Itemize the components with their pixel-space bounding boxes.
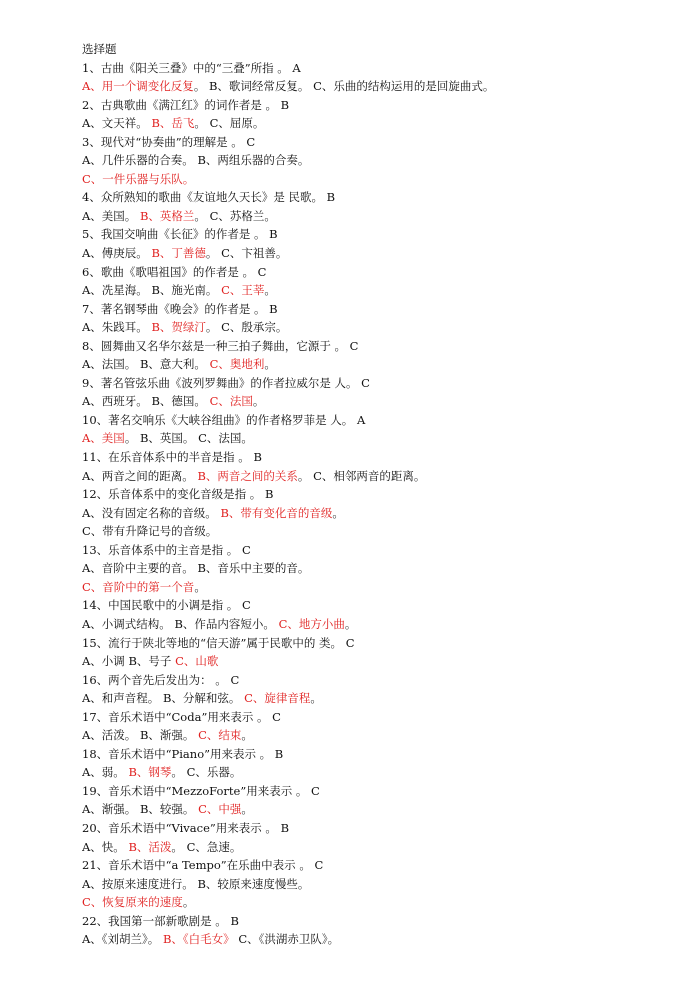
line-text: A、和声音程。 B、分解和弦。 bbox=[82, 691, 245, 706]
text-line bbox=[82, 819, 682, 838]
line-text: A、小调 B、号子 bbox=[82, 654, 176, 669]
line-text: 。 C、苏格兰。 bbox=[194, 208, 276, 223]
text-line bbox=[82, 77, 682, 96]
text-line bbox=[82, 170, 682, 189]
text-line bbox=[82, 522, 682, 541]
line-text: 12、乐音体系中的变化音级是指 。 B bbox=[82, 487, 274, 502]
text-line bbox=[82, 912, 682, 931]
line-text: A、冼星海。 B、施光南。 bbox=[82, 283, 222, 298]
question-sheet bbox=[82, 40, 682, 949]
text-line bbox=[82, 541, 682, 560]
line-text: A、美国。 bbox=[82, 208, 140, 223]
line-text: 。 bbox=[264, 283, 276, 298]
line-text: C、《洪湖赤卫队》。 bbox=[234, 932, 340, 947]
line-text: 。 B、英国。 C、法国。 bbox=[124, 431, 253, 446]
answer-text: B、英格兰 bbox=[139, 208, 195, 223]
line-text: 。 bbox=[252, 394, 265, 409]
text-line bbox=[82, 559, 682, 578]
answer-text: C、结束 bbox=[198, 728, 242, 743]
text-line bbox=[82, 930, 682, 949]
text-line bbox=[82, 856, 682, 875]
text-line bbox=[82, 634, 682, 653]
text-line bbox=[82, 800, 682, 819]
text-line bbox=[82, 207, 682, 226]
line-text: 16、两个音先后发出为： 。 C bbox=[82, 672, 240, 687]
line-text: A、傅庚辰。 bbox=[82, 246, 152, 261]
line-text: 。 bbox=[182, 895, 195, 910]
text-line bbox=[82, 838, 682, 857]
text-line bbox=[82, 652, 682, 671]
text-line bbox=[82, 281, 682, 300]
text-line bbox=[82, 671, 682, 690]
line-text: 22、我国第一部新歌剧是 。 B bbox=[82, 913, 239, 928]
text-line bbox=[82, 411, 682, 430]
line-text: 。 C、乐器。 bbox=[171, 765, 242, 780]
line-text: 10、著名交响乐《大峡谷组曲》的作者格罗菲是 人。 A bbox=[82, 412, 366, 427]
answer-text: B、两音之间的关系 bbox=[197, 468, 298, 483]
answer-text: C、王莘 bbox=[221, 283, 265, 298]
answer-text: B、贺绿汀 bbox=[151, 320, 206, 335]
answer-text: C、法国 bbox=[209, 394, 253, 409]
answer-text: C、奥地利 bbox=[209, 357, 265, 372]
line-text: 。 bbox=[332, 505, 344, 520]
line-text: 。 C、殷承宗。 bbox=[205, 320, 288, 335]
answer-text: B、带有变化音的音级 bbox=[220, 505, 333, 520]
line-text: A、弱。 bbox=[82, 765, 129, 780]
answer-text: C、一件乐器与乐队。 bbox=[82, 171, 195, 186]
text-line bbox=[82, 318, 682, 337]
answer-text: C、地方小曲 bbox=[278, 616, 345, 631]
text-line bbox=[82, 392, 682, 411]
line-text: 。 C、屈原。 bbox=[194, 116, 265, 131]
line-text: 11、在乐音体系中的半音是指 。 B bbox=[82, 450, 262, 465]
line-text: 6、歌曲《歌唱祖国》的作者是 。 C bbox=[82, 264, 267, 279]
line-text: A、法国。 B、意大利。 bbox=[82, 357, 210, 372]
section-title: 选择题 bbox=[82, 42, 117, 56]
line-text: C、带有升降记号的音级。 bbox=[82, 524, 218, 539]
text-line bbox=[82, 726, 682, 745]
text-line bbox=[82, 615, 682, 634]
answer-text: B、岳飞 bbox=[151, 116, 195, 131]
text-line bbox=[82, 337, 682, 356]
text-line bbox=[82, 300, 682, 319]
text-line bbox=[82, 578, 682, 597]
question-list bbox=[82, 59, 682, 949]
line-text: A、朱践耳。 bbox=[82, 320, 152, 335]
text-line bbox=[82, 151, 682, 170]
text-line bbox=[82, 708, 682, 727]
line-text: 。 bbox=[310, 691, 322, 706]
line-text: A、小调式结构。 B、作品内容短小。 bbox=[82, 616, 279, 631]
answer-text: B、钢琴 bbox=[128, 765, 172, 780]
text-line bbox=[82, 448, 682, 467]
line-text: 。 bbox=[264, 357, 276, 372]
line-text: 20、音乐术语中“Vivace”用来表示 。 B bbox=[82, 820, 290, 835]
line-text: A、《刘胡兰》。 bbox=[82, 932, 163, 947]
answer-text: A、美国 bbox=[82, 431, 125, 446]
line-text: A、没有固定名称的音级。 bbox=[82, 505, 221, 520]
line-text: 19、音乐术语中“MezzoForte”用来表示 。 C bbox=[82, 783, 320, 798]
line-text: 。 C、相邻两音的距离。 bbox=[297, 468, 426, 483]
line-text: A、几件乐器的合奏。 B、两组乐器的合奏。 bbox=[82, 153, 310, 168]
answer-text: B、丁善德 bbox=[151, 246, 206, 261]
answer-text: C、旋律音程 bbox=[244, 691, 311, 706]
line-text: A、活泼。 B、渐强。 bbox=[82, 728, 199, 743]
text-line bbox=[82, 429, 682, 448]
line-text: A、音阶中主要的音。 B、音乐中主要的音。 bbox=[82, 561, 310, 576]
line-text: 14、中国民歌中的小调是指 。 C bbox=[82, 598, 251, 613]
line-text: 。 C、卞祖善。 bbox=[205, 246, 288, 261]
line-text: 。 C、急速。 bbox=[171, 839, 242, 854]
text-line bbox=[82, 244, 682, 263]
line-text: 15、流行于陕北等地的“信天游”属于民歌中的 类。 C bbox=[82, 635, 355, 650]
text-line bbox=[82, 782, 682, 801]
line-text: 17、音乐术语中“Coda”用来表示 。 C bbox=[82, 709, 281, 724]
line-text: 4、众所熟知的歌曲《友谊地久天长》是 民歌。 B bbox=[82, 190, 336, 205]
line-text: 。 bbox=[194, 579, 206, 594]
text-line bbox=[82, 504, 682, 523]
line-text: A、快。 bbox=[82, 839, 129, 854]
line-text: 。 bbox=[344, 616, 357, 631]
answer-text: C、山歌 bbox=[175, 654, 219, 669]
line-text: A、渐强。 B、较强。 bbox=[82, 802, 199, 817]
text-line bbox=[82, 467, 682, 486]
line-text: A、文天祥。 bbox=[82, 116, 152, 131]
answer-text: C、中强 bbox=[198, 802, 242, 817]
line-text: 9、著名管弦乐曲《波列罗舞曲》的作者拉威尔是 人。 C bbox=[82, 375, 370, 390]
text-line bbox=[82, 893, 682, 912]
line-text: 13、乐音体系中的主音是指 。 C bbox=[82, 542, 251, 557]
text-line bbox=[82, 263, 682, 282]
text-line bbox=[82, 485, 682, 504]
line-text: 18、音乐术语中“Piano”用来表示 。 B bbox=[82, 746, 284, 761]
text-line bbox=[82, 763, 682, 782]
text-line bbox=[82, 59, 682, 78]
answer-text: A、用一个调变化反复 bbox=[82, 79, 194, 94]
line-text: 7、著名钢琴曲《晚会》的作者是 。 B bbox=[82, 301, 278, 316]
text-line bbox=[82, 114, 682, 133]
line-text: 。 B、歌词经常反复。 C、乐曲的结构运用的是回旋曲式。 bbox=[193, 79, 495, 94]
text-line bbox=[82, 374, 682, 393]
line-text: 5、我国交响曲《长征》的作者是 。 B bbox=[82, 227, 278, 242]
text-line bbox=[82, 96, 682, 115]
answer-text: C、音阶中的第一个音 bbox=[82, 579, 195, 594]
text-line bbox=[82, 188, 682, 207]
line-text: 3、现代对“协奏曲”的理解是 。 C bbox=[82, 134, 256, 149]
text-line bbox=[82, 875, 682, 894]
answer-text: B、活泼 bbox=[128, 839, 172, 854]
line-text: A、西班牙。 B、德国。 bbox=[82, 394, 210, 409]
line-text: 1、古曲《阳关三叠》中的“三叠”所指 。 A bbox=[82, 60, 301, 75]
text-line bbox=[82, 745, 682, 764]
line-text: A、按原来速度进行。 B、较原来速度慢些。 bbox=[82, 876, 310, 891]
line-text: 。 bbox=[241, 802, 253, 817]
answer-text: C、恢复原来的速度 bbox=[82, 895, 183, 910]
text-line bbox=[82, 689, 682, 708]
line-text: A、两音之间的距离。 bbox=[82, 468, 198, 483]
text-line bbox=[82, 596, 682, 615]
text-line bbox=[82, 225, 682, 244]
line-text: 21、音乐术语中“a Tempo”在乐曲中表示 。 C bbox=[82, 858, 324, 873]
text-line bbox=[82, 133, 682, 152]
answer-text: B、《白毛女》 bbox=[162, 932, 235, 947]
line-text: 8、圆舞曲又名华尔兹是一种三拍子舞曲，它源于 。 C bbox=[82, 338, 359, 353]
text-line bbox=[82, 355, 682, 374]
line-text: 2、古典歌曲《满江红》的词作者是 。 B bbox=[82, 97, 290, 112]
line-text: 。 bbox=[241, 728, 253, 743]
